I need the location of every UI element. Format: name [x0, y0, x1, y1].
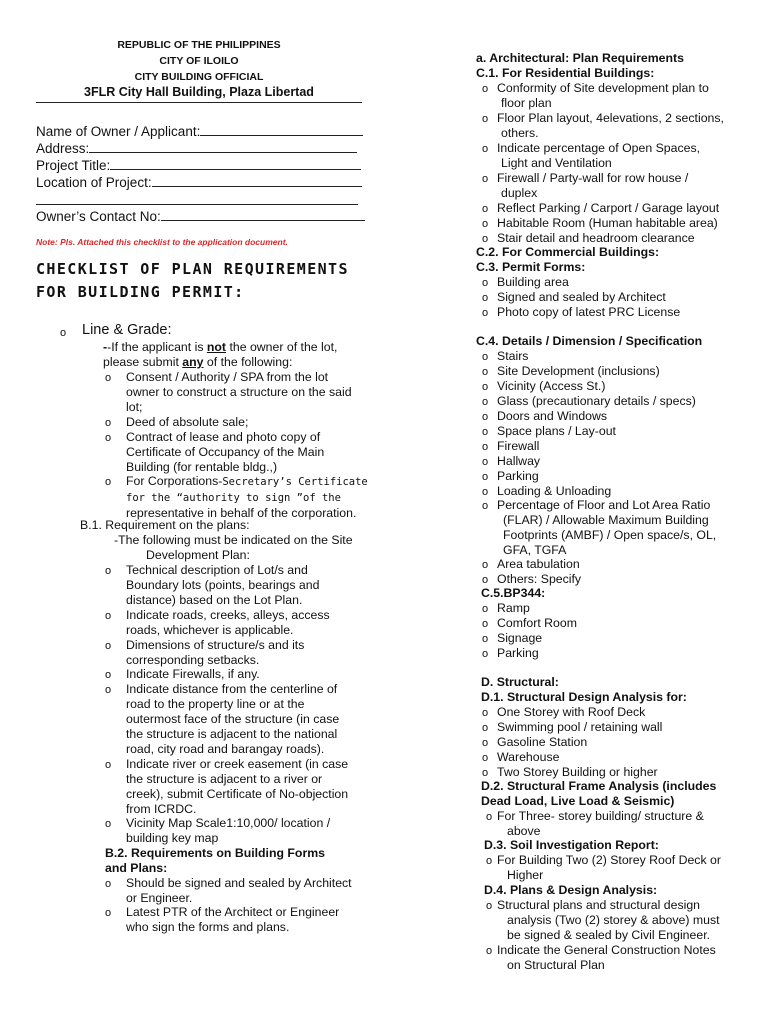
bullet-icon: o: [105, 565, 112, 577]
bullet-icon: o: [482, 277, 489, 289]
bullet-icon: o: [482, 752, 489, 764]
bullet-icon: o: [482, 559, 489, 571]
bullet-icon: o: [105, 432, 112, 444]
list-item: Indicate percentage of Open Spaces, Light and Ventilation: [497, 141, 701, 170]
d4-heading: D.4. Plans & Design Analysis:: [484, 883, 658, 897]
bullet-icon: o: [105, 610, 112, 622]
bullet-icon: o: [486, 900, 493, 912]
list-item-vicinity: Vicinity Map Scale1:10,000/ location / building key map: [126, 816, 331, 845]
bullet-icon: o: [486, 855, 493, 867]
b2-heading: B.2. Requirements on Building Forms and Plans:: [105, 846, 325, 875]
bullet-icon: o: [482, 500, 489, 512]
bullet-icon: o: [482, 486, 489, 498]
owner-field[interactable]: Name of Owner / Applicant:: [36, 123, 363, 139]
list-item: Ramp: [497, 601, 530, 615]
list-item: Signage: [497, 631, 543, 645]
intro-text-2: please submit any of the following:: [103, 355, 293, 369]
intro-text: --If the applicant is not the owner of the lot,: [103, 340, 338, 354]
bullet-icon: o: [105, 669, 112, 681]
bullet-icon: o: [482, 456, 489, 468]
list-item-three-storey: For Three- storey building/ structure & above: [497, 809, 704, 838]
list-item-structural-plans: Structural plans and structural design analysis (Two (2) storey & above) must be signed & sealed by Civil Engineer.: [497, 898, 720, 942]
bullet-icon: o: [482, 633, 489, 645]
list-item: Parking: [497, 646, 539, 660]
bullet-icon: o: [105, 759, 112, 771]
header-republic: REPUBLIC OF THE PHILIPPINES: [117, 39, 281, 51]
list-item: One Storey with Roof Deck: [497, 705, 646, 719]
bullet-icon: o: [105, 878, 112, 890]
bullet-icon: o: [482, 471, 489, 483]
list-item-flar: Percentage of Floor and Lot Area Ratio (FLAR) / Allowable Maximum Building Footprints (AMBF) / Open space/s, OL, GFA, TGFA: [497, 498, 717, 557]
bullet-icon: o: [482, 233, 489, 245]
bullet-icon: o: [482, 618, 489, 630]
d2-heading: D.2. Structural Frame Analysis (includes Dead Load, Live Load & Seismic): [481, 779, 717, 808]
bullet-icon: o: [105, 907, 112, 919]
bullet-icon: o: [482, 426, 489, 438]
list-item-distance: Indicate distance from the centerline of road to the property line or at the outermost face of the structure (in case the structure is adjacent to the national road, city road and barangay roads).: [126, 682, 340, 756]
bullet-icon: o: [60, 327, 67, 339]
bullet-icon: o: [482, 218, 489, 230]
list-item: Vicinity (Access St.): [497, 379, 606, 393]
list-item-firewalls: Indicate Firewalls, if any.: [126, 667, 260, 681]
list-item-roads: Indicate roads, creeks, alleys, access roads, whichever is applicable.: [126, 608, 330, 637]
bullet-icon: o: [482, 648, 489, 660]
bullet-icon: o: [486, 811, 493, 823]
bullet-icon: o: [482, 173, 489, 185]
bullet-icon: o: [105, 818, 112, 830]
bullet-icon: o: [482, 707, 489, 719]
c3-heading: C.3. Permit Forms:: [476, 260, 586, 274]
bullet-icon: o: [105, 372, 112, 384]
bullet-icon: o: [482, 83, 489, 95]
list-item-contract: Contract of lease and photo copy of Certificate of Occupancy of the Main Building (for rentable bldg.,): [126, 430, 325, 474]
list-item: Firewall / Party-wall for row house / duplex: [497, 171, 689, 200]
c5-heading: C.5.BP344:: [481, 586, 546, 600]
list-item-general-notes: Indicate the General Construction Notes on Structural Plan: [497, 943, 716, 972]
bullet-icon: o: [482, 307, 489, 319]
b1-heading: B.1. Requirement on the plans:: [80, 518, 250, 532]
header-divider: [36, 102, 362, 103]
list-item-deed: Deed of absolute sale;: [126, 415, 249, 429]
list-item-technical: Technical description of Lot/s and Boundary lots (points, bearings and distance) based on the Lot Plan.: [126, 563, 320, 607]
header-office: CITY BUILDING OFFICIAL: [134, 71, 264, 83]
list-item: Firewall: [497, 439, 540, 453]
bullet-icon: o: [482, 113, 489, 125]
list-item: Site Development (inclusions): [497, 364, 660, 378]
bullet-icon: o: [482, 351, 489, 363]
list-item: Building area: [497, 275, 569, 289]
list-item: Comfort Room: [497, 616, 577, 630]
header-address: 3FLR City Hall Building, Plaza Libertad: [84, 85, 314, 99]
list-item: Photo copy of latest PRC License: [497, 305, 681, 319]
line-grade-heading: Line & Grade:: [82, 322, 172, 338]
list-item-ptr: Latest PTR of the Architect or Engineer who sign the forms and plans.: [126, 905, 340, 934]
architectural-heading: a. Architectural: Plan Requirements: [476, 51, 684, 65]
blank-line[interactable]: [36, 192, 358, 205]
list-item-dimensions: Dimensions of structure/s and its corresponding setbacks.: [126, 638, 305, 667]
list-item: Stair detail and headroom clearance: [497, 231, 695, 245]
list-item: Stairs: [497, 349, 529, 363]
list-item-area: Area tabulation: [497, 557, 580, 571]
list-item: Warehouse: [497, 750, 560, 764]
list-item-two-storey: For Building Two (2) Storey Roof Deck or Higher: [497, 853, 721, 882]
list-item: Floor Plan layout, 4elevations, 2 sections, others.: [497, 111, 724, 140]
bullet-icon: o: [105, 684, 112, 696]
b1-sub-2: Development Plan:: [146, 548, 250, 562]
bullet-icon: o: [482, 292, 489, 304]
bullet-icon: o: [482, 411, 489, 423]
d3-heading: D.3. Soil Investigation Report:: [484, 838, 659, 852]
bullet-icon: o: [482, 396, 489, 408]
header-city: CITY OF ILOILO: [159, 55, 239, 67]
list-item: Habitable Room (Human habitable area): [497, 216, 718, 230]
list-item: Signed and sealed by Architect: [497, 290, 666, 304]
list-item: Doors and Windows: [497, 409, 608, 423]
bullet-icon: o: [482, 722, 489, 734]
bullet-icon: o: [482, 737, 489, 749]
c1-heading: C.1. For Residential Buildings:: [476, 66, 655, 80]
list-item-river: Indicate river or creek easement (in case the structure is adjacent to a river or creek), submit Certificate of No-objection from ICRDC.: [126, 757, 349, 816]
page-title: CHECKLIST OF PLAN REQUIREMENTS: [36, 260, 349, 278]
bullet-icon: o: [105, 640, 112, 652]
b1-sub: -The following must be indicated on the Site: [114, 533, 353, 547]
list-item: Loading & Unloading: [497, 484, 612, 498]
list-item-corporation: For Corporations-Secretary’s Certificate for the “authority to sign ”of the representative in behalf of the corporation.: [126, 474, 368, 520]
list-item-others: Others: Specify: [497, 572, 582, 586]
list-item: Hallway: [497, 454, 541, 468]
project-title-field[interactable]: Project Title:: [36, 157, 361, 173]
bullet-icon: o: [105, 417, 112, 429]
list-item: Two Storey Building or higher: [497, 765, 658, 779]
list-item: Gasoline Station: [497, 735, 588, 749]
location-field[interactable]: Location of Project:: [36, 174, 362, 190]
bullet-icon: o: [482, 203, 489, 215]
bullet-icon: o: [482, 574, 489, 586]
bullet-icon: o: [482, 603, 489, 615]
note-text: Note: Pls. Attached this checklist to the application document.: [36, 237, 288, 247]
list-item: Glass (precautionary details / specs): [497, 394, 696, 408]
d-heading: D. Structural:: [481, 675, 559, 689]
bullet-icon: o: [486, 945, 493, 957]
bullet-icon: o: [482, 381, 489, 393]
list-item: Parking: [497, 469, 539, 483]
bullet-icon: o: [482, 441, 489, 453]
list-item: Conformity of Site development plan to floor plan: [497, 81, 709, 110]
list-item-consent: Consent / Authority / SPA from the lot owner to construct a structure on the said lot;: [126, 370, 352, 414]
list-item-signed: Should be signed and sealed by Architect or Engineer.: [126, 876, 352, 905]
contact-field[interactable]: Owner’s Contact No:: [36, 208, 365, 224]
d1-heading: D.1. Structural Design Analysis for:: [481, 690, 687, 704]
list-item: Space plans / Lay-out: [497, 424, 616, 438]
page-title-line2: FOR BUILDING PERMIT:: [36, 283, 245, 301]
address-field[interactable]: Address:: [36, 140, 357, 156]
bullet-icon: o: [482, 143, 489, 155]
c4-heading: C.4. Details / Dimension / Specification: [476, 334, 703, 348]
list-item: Swimming pool / retaining wall: [497, 720, 663, 734]
list-item: Reflect Parking / Carport / Garage layout: [497, 201, 720, 215]
bullet-icon: o: [482, 366, 489, 378]
c2-heading: C.2. For Commercial Buildings:: [476, 245, 660, 259]
bullet-icon: o: [105, 476, 112, 488]
bullet-icon: o: [482, 767, 489, 779]
